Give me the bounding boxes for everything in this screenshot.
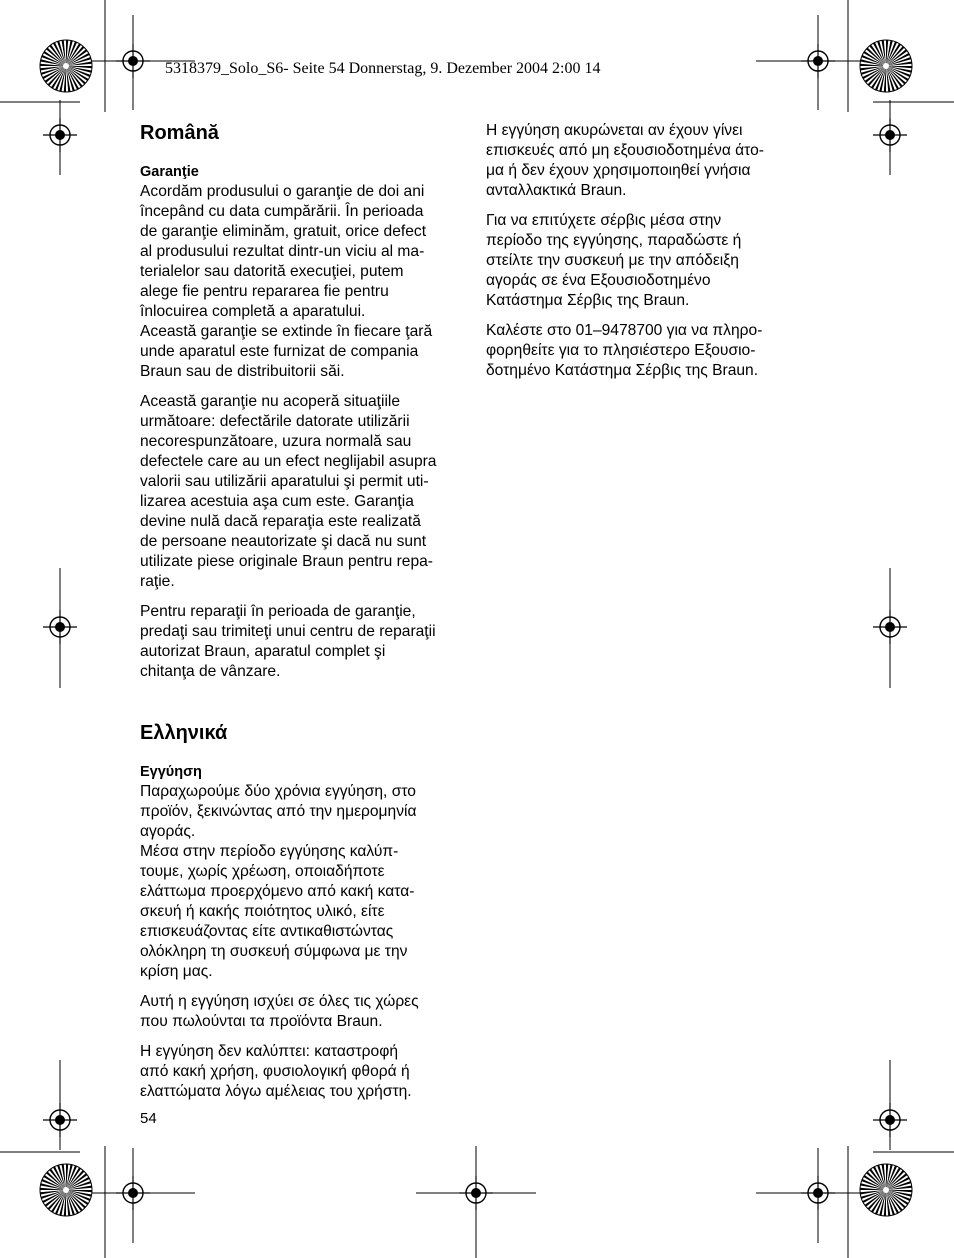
subtitle-greek: Εγγύηση bbox=[140, 764, 202, 780]
paragraph: Această garanţie nu acoperă situaţiile următoare: defectările datorate utilizării necorespunzătoare, uzura normală sau defectele care au un efect neglijabil asupra valorii sau utilizării aparatului şi permit uti- lizarea acestuia aşa cum este. Garanţia devine nulă dacă reparaţia este realizată de persoane neautorizate şi dacă nu sunt utilizate piese originale Braun pentru repa- raţie. bbox=[140, 393, 437, 590]
section-title-greek: Ελληνικά bbox=[140, 722, 228, 744]
paragraph: Αυτή η εγγύηση ισχύει σε όλες τις χώρες που πωλούνται τα προϊόντα Braun. bbox=[140, 993, 419, 1030]
starburst-center bbox=[63, 1187, 69, 1193]
paragraph: Παραχωρούμε δύο χρόνια εγγύηση, στο προϊόν, ξεκινώντας από την ημερομηνία αγοράς. Μέσα στην περίοδο εγγύησης καλύπ- τουμε, χωρίς χρέωση, οποιαδήποτε ελάττωμα προερχόμενο από κακή κατα- σκευή ή κακής ποιότητος υλικό, είτε επισκευάζοντας είτε αντικαθιστώντας ολόκληρη τη συσκευή σύμφωνα με την κρίση μας. bbox=[140, 783, 417, 980]
right-column bbox=[486, 121, 821, 391]
left-column bbox=[140, 120, 475, 1112]
paragraph: Η εγγύηση δεν καλύπτει: καταστροφή από κακή χρήση, φυσιολογική φθορά ή ελαττώματα λόγω αμέλειας του χρήστη. bbox=[140, 1043, 412, 1100]
paragraph: Για να επιτύχετε σέρβις μέσα στην περίοδο της εγγύησης, παραδώστε ή στείλτε την συσκευή με την απόδειξη αγοράς σε ένα Εξουσιοδοτημένο Κατάστημα Σέρβις της Braun. bbox=[486, 212, 742, 309]
paragraph: Pentru reparaţii în perioada de garanţie, predaţi sau trimiteţi unui centru de reparaţii autorizat Braun, aparatul complet şi chitanţa de vânzare. bbox=[140, 603, 436, 680]
page-number: 54 bbox=[140, 1110, 157, 1127]
starburst-center bbox=[63, 63, 69, 69]
subtitle-romanian: Garanţie bbox=[140, 164, 199, 180]
paragraph: Η εγγύηση ακυρώνεται αν έχουν γίνει επισκευές από μη εξουσιοδοτημένα άτο- μα ή δεν έχουν χρησιμοποιηθεί γνήσια ανταλλακτικά Braun. bbox=[486, 122, 764, 199]
starburst-center bbox=[883, 63, 889, 69]
paragraph: Καλέστε στο 01–9478700 για να πληρο- φορηθείτε για το πλησιέστερο Εξουσιο- δοτημένο Κατάστημα Σέρβις της Braun. bbox=[486, 322, 763, 379]
paragraph: Acordăm produsului o garanţie de doi ani începând cu data cumpărării. În perioada de garanţie eliminăm, gratuit, orice defect al produsului rezultat dintr-un viciu al ma- terialelor sau datorită execuţiei, putem alege fie pentru repararea fie pentru înlocuirea completă a aparatului. Această garanţie se extinde în fiecare ţară unde aparatul este furnizat de compania Braun sau de distribuitorii săi. bbox=[140, 183, 433, 380]
starburst-center bbox=[883, 1187, 889, 1193]
section-title-romanian: Română bbox=[140, 122, 219, 144]
print-header: 5318379_Solo_S6- Seite 54 Donnerstag, 9. Dezember 2004 2:00 14 bbox=[165, 60, 601, 77]
